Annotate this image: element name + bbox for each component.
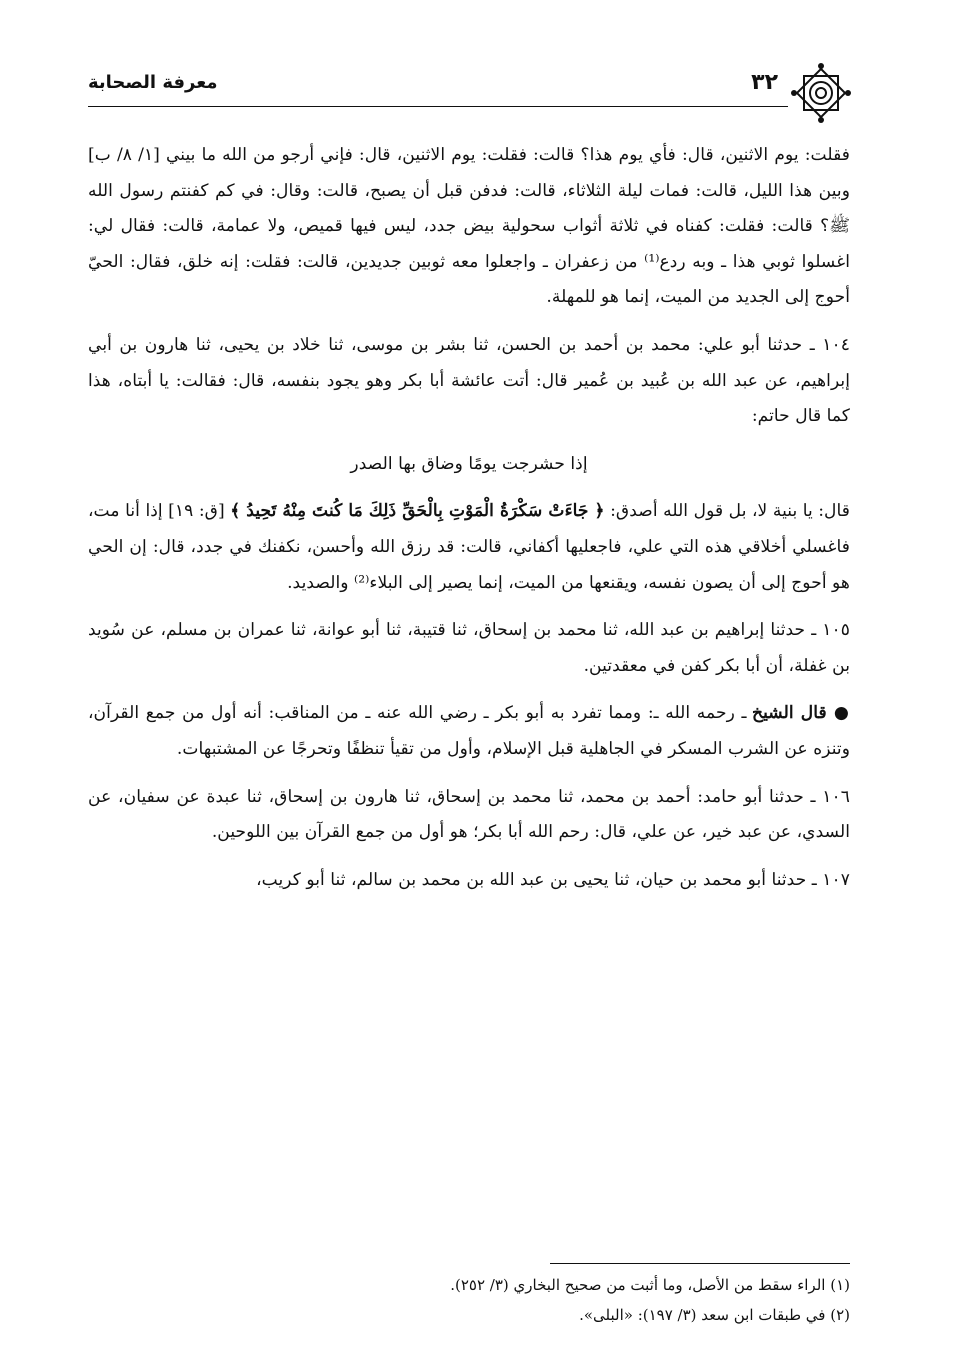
paragraph-3 <box>88 494 850 601</box>
footnote-2: (٢) في طبقات ابن سعد (٣/ ١٩٧): «البلى». <box>579 1306 850 1324</box>
paragraph-3-intro: قال: يا بنية لا، بل قول الله أصدق: <box>604 501 851 522</box>
footnotes <box>88 1270 850 1330</box>
sheikh-lead: ● قال الشيخ <box>752 703 850 724</box>
star-ornament-icon <box>790 62 852 124</box>
hadith-107: ١٠٧ ـ حدثنا أبو محمد بن حيان، ثنا يحيى بن عبد الله بن محمد بن سالم، ثنا أبو كريب، <box>256 869 850 890</box>
page-number: ٣٢ <box>751 70 778 95</box>
hadith-105: ١٠٥ ـ حدثنا إبراهيم بن عبد الله، ثنا محمد بن إسحاق، ثنا قتيبة، ثنا أبو عوانة، ثنا عمران بن مسلم، عن سُويد بن غفلة، أن أبا بكر كفن في معقدتين. <box>88 620 850 676</box>
running-title: معرفة الصحابة <box>88 72 218 93</box>
quran-quote: ﴿ جَاءَتْ سَكْرَةُ الْمَوْتِ بِالْحَقِّ ذَلِكَ مَا كُنتَ مِنْهُ تَحِيدُ ﴾ <box>230 501 605 522</box>
sheikh-paragraph <box>88 696 850 767</box>
page-header <box>88 62 850 122</box>
footnote-rule <box>550 1263 850 1264</box>
sheikh-text: ـ رحمه الله ـ: ومما تفرد به أبو بكر ـ رضي الله عنه ـ من المناقب: أنه أول من جمع القرآن، وتنزه عن الشرب المسكر في الجاهلية قبل الإسلام، وأول من تقيأ تنظفًا وتحرجًا عن المشتبهات. <box>88 703 850 759</box>
paragraph-3-rest: [ق: ١٩] إذا أنا مت، فاغسلي أخلاقي هذه التي علي، فاجعليها أكفاني، قالت: قد رزق الله وأحسن، نكفنك في جدد، قال: إن الحي هو أحوج إلى أن يصون نفسه، ويقنعها من الميت، إنما يصير إلى البلاء⁽²⁾ والصديد. <box>88 501 850 593</box>
paragraph-1: فقلت: يوم الاثنين، قال: فأي يوم هذا؟ قالت: فقلت: يوم الاثنين، قال: فإني أرجو من الله ما بيني [١/ ٨/ ب] وبين هذا الليل، قالت: فمات ليلة الثلاثاء، قالت: فدفن قبل أن يصبح، قالت: وقال: في كم كفنتم رسول الله ﷺ؟ قالت: فقلت: كفناه في ثلاثة أثواب سحولية بيض جدد، ليس فيها قميص، ولا عمامة، قالت: فقال لي: اغسلوا ثوبي هذا ـ وبه ردع⁽¹⁾ من زعفران ـ واجعلوا معه ثوبين جديدين، قالت: فقلت: إنه خلق، فقال: الحيّ أحوج إلى الجديد من الميت، إنما هو للمهلة. <box>88 145 851 308</box>
hadith-106: ١٠٦ ـ حدثنا أبو حامد: أحمد بن محمد، ثنا محمد بن إسحاق، ثنا هارون بن إسحاق، ثنا عبدة عن سفيان، عن السدي، عن عبد خير، عن علي، قال: رحم الله أبا بكر؛ هو أول من جمع القرآن بين اللوحين. <box>88 786 850 843</box>
main-text <box>88 138 850 910</box>
poetry-verse: إذا حشرجت يومًا وضاق بها الصدر <box>350 453 588 474</box>
footnote-1: (١) الراء سقط من الأصل، وما أثبت من صحيح البخاري (٣/ ٢٥٢). <box>450 1276 850 1294</box>
header-rule <box>88 106 788 107</box>
hadith-104: ١٠٤ ـ حدثنا أبو علي: محمد بن أحمد بن الحسن، ثنا بشر بن موسى، ثنا خلاد بن يحيى، ثنا هارون بن أبي إبراهيم، عن عبد الله بن عُبيد بن عُمير قال: أتت عائشة أبا بكر وهو يجود بنفسه، قال: فقالت: يا أبتاه، هذا كما قال حاتم: <box>88 334 850 427</box>
